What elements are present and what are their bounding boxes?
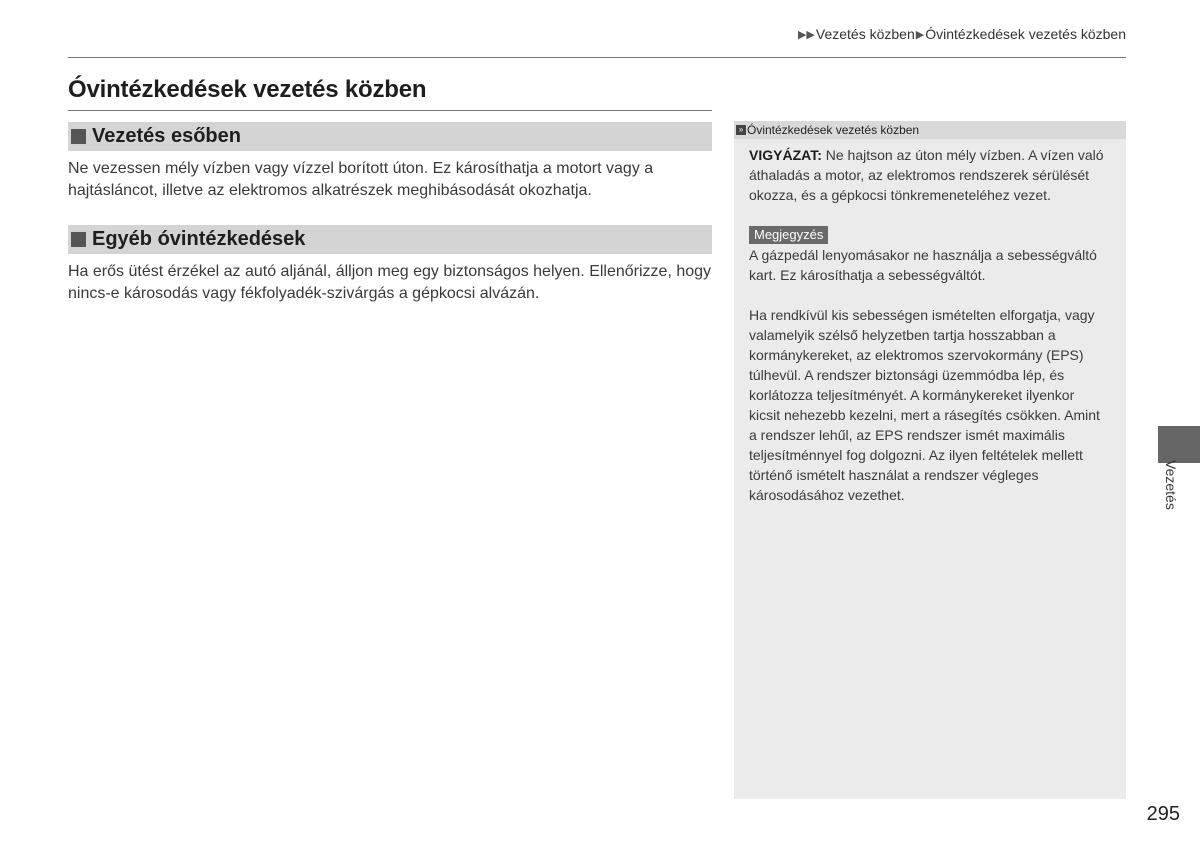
page-title: Óvintézkedések vezetés közben [68, 76, 427, 103]
square-marker-icon [71, 232, 86, 247]
side-panel-content [749, 145, 1106, 505]
section-heading-text: Vezetés esőben [92, 125, 241, 147]
top-divider [68, 57, 1126, 58]
section-heading-other [68, 225, 712, 254]
side-panel-header [734, 121, 1126, 139]
section-heading-text: Egyéb óvintézkedések [92, 228, 306, 250]
chapter-edge-tab [1158, 426, 1200, 463]
note-text-1: A gázpedál lenyomásakor ne használja a sebességváltó kart. Ez károsíthatja a sebességváltót. [749, 247, 1097, 283]
warning-label: VIGYÁZAT: [749, 147, 822, 163]
breadcrumb [797, 26, 1126, 42]
double-chevron-icon: » [736, 125, 746, 135]
section-body-other: Ha erős ütést érzékel az autó aljánál, álljon meg egy biztonságos helyen. Ellenőrizze, hogy nincs-e károsodás vagy fékfolyadék-szivárgás a gépkocsi alvázán. [68, 263, 712, 302]
section-heading-rain [68, 122, 712, 151]
square-marker-icon [71, 129, 86, 144]
breadcrumb-item-driving[interactable]: Vezetés közben [815, 26, 915, 42]
chapter-edge-label: Vezetés [1163, 460, 1179, 510]
breadcrumb-item-precautions[interactable]: Óvintézkedések vezetés közben [925, 26, 1126, 42]
side-panel-header-text[interactable]: Óvintézkedések vezetés közben [747, 123, 920, 137]
triangle-right-icon: ▶ [915, 29, 925, 41]
warning-paragraph [749, 145, 1106, 205]
page-number: 295 [1146, 803, 1180, 825]
triangle-right-icon: ▶▶ [797, 29, 815, 41]
section-body-rain: Ne vezessen mély vízben vagy vízzel borított úton. Ez károsíthatja a motort vagy a hajtásláncot, illetve az elektromos alkatrészek meghibásodását okozhatja. [68, 160, 654, 199]
title-divider [68, 110, 712, 111]
warning-text: Ne hajtson az úton mély vízben. A vízen való áthaladás a motor, az elektromos rendszerek sérülését okozza, és a gépkocsi tönkremeneteléhez vezet. [749, 147, 1104, 203]
note-text-2: Ha rendkívül kis sebességen ismételten elforgatja, vagy valamelyik szélső helyzetben tartja hosszabban a kormánykereket, az elektromos szervokormány (EPS) túlhevül. A rendszer biztonsági üzemmódba lép, és korlátozza teljesítményét. A kormánykereket ilyenkor kicsit nehezebb kezelni, mert a rásegítés csökken. Amint a rendszer lehűl, az EPS rendszer ismét maximális teljesítménnyel fog dolgozni. Az ilyen feltételek mellett történő ismételt használat a rendszer végleges károsodásához vezethet. [749, 307, 1100, 503]
side-panel [734, 121, 1126, 799]
note-badge: Megjegyzés [749, 226, 828, 244]
